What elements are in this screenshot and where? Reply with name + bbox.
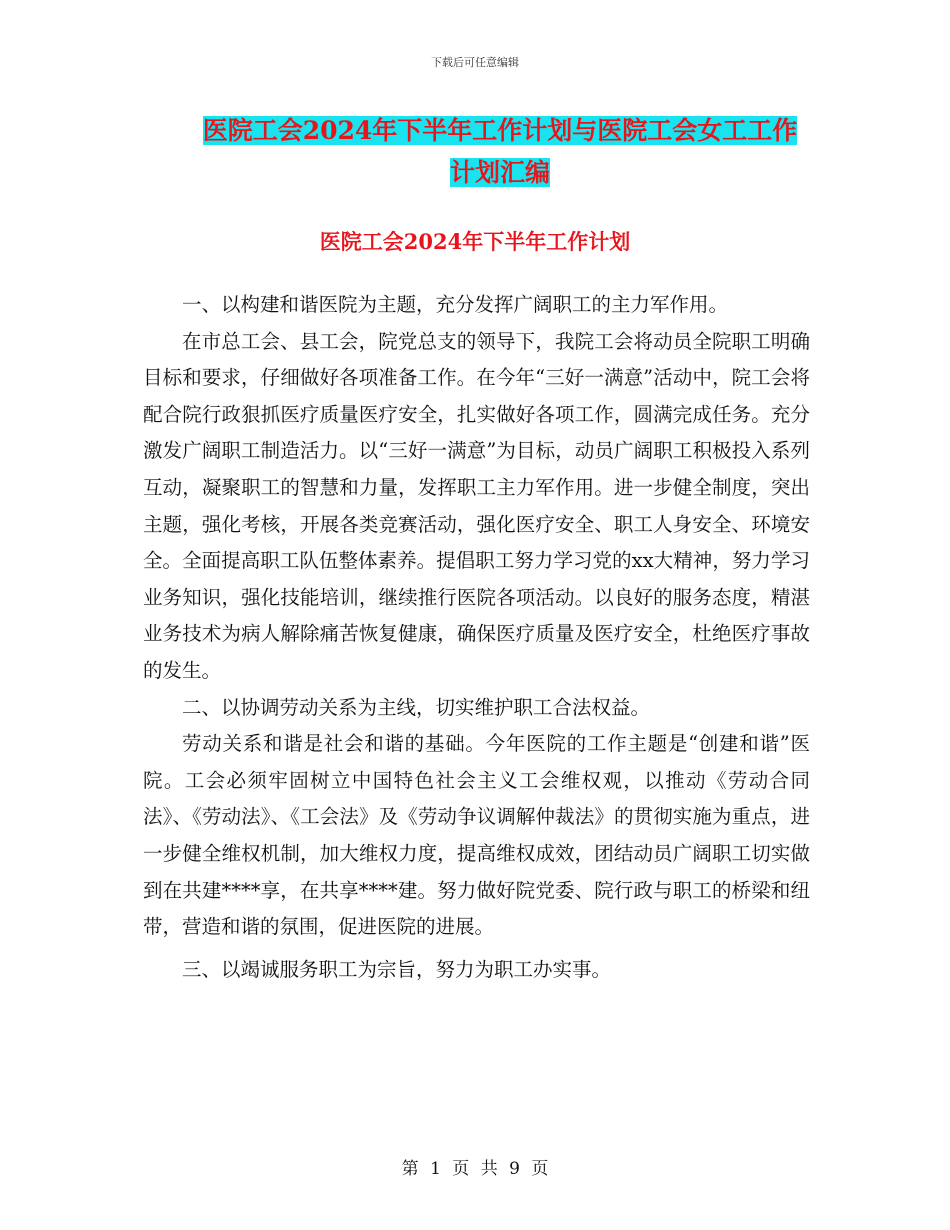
- page-number-footer: 第 1 页 共 9 页: [401, 1159, 549, 1179]
- document-title-line-1: 医院工会2024年下半年工作计划与医院工会女工工作: [202, 116, 798, 145]
- document-title-line-2: 计划汇编: [449, 158, 550, 187]
- document-body: [143, 287, 810, 988]
- paragraph-heading-2: 二、以协调劳动关系为主线，切实维护职工合法权益。: [182, 695, 651, 719]
- document-title: [190, 110, 810, 194]
- header-note: 下载后可任意编辑: [431, 56, 519, 69]
- paragraph-heading-1: 一、以构建和谐医院为主题，充分发挥广阔职工的主力军作用。: [182, 293, 729, 316]
- paragraph-body-1: 在市总工会、县工会，院党总支的领导下，我院工会将动员全院职工明确目标和要求，仔细做好各项准备工作。在今年“三好一满意”活动中，院工会将配合院行政狠抓医疗质量医疗安全，扎实做好各项工作，圆满完成任务。充分激发广阔职工制造活力。以“三好一满意”为目标，动员广阔职工积极投入系列互动，凝聚职工的智慧和力量，发挥职工主力军作用。进一步健全制度，突出主题，强化考核，开展各类竞赛活动，强化医疗安全、职工人身安全、环境安全。全面提高职工队伍整体素养。提倡职工努力学习党的xx大精神，努力学习业务知识，强化技能培训，继续推行医院各项活动。以良好的服务态度，精湛业务技术为病人解除痛苦恢复健康，确保医疗质量及医疗安全，杜绝医疗事故的发生。: [143, 329, 810, 682]
- paragraph-body-2: 劳动关系和谐是社会和谐的基础。今年医院的工作主题是“创建和谐”医院。工会必须牢固树立中国特色社会主义工会维权观，以推动《劳动合同法》、《劳动法》、《工会法》及《劳动争议调解仲裁法》的贯彻实施为重点，进一步健全维权机制，加大维权力度，提高维权成效，团结动员广阔职工切实做到在共建****享，在共享****建。努力做好院党委、院行政与职工的桥梁和纽带，营造和谐的氛围，促进医院的进展。: [143, 732, 810, 939]
- paragraph-heading-3: 三、以竭诚服务职工为宗旨，努力为职工办实事。: [182, 957, 612, 981]
- section-title: 医院工会2024年下半年工作计划: [319, 229, 631, 254]
